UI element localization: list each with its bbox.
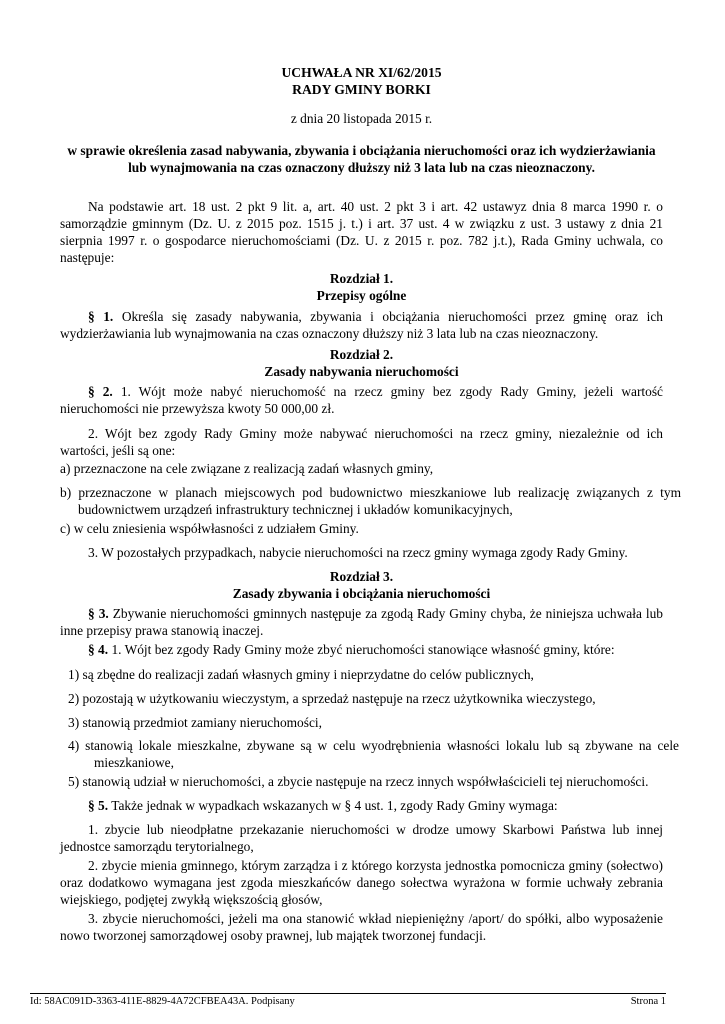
paragraph-2-section-2: 2. Wójt bez zgody Rady Gminy może nabywać nieruchomości na rzecz gminy, niezależnie od ich wartości, jeśli są one: bbox=[60, 426, 663, 458]
resolution-date: z dnia 20 listopada 2015 r. bbox=[290, 111, 433, 126]
paragraph-3-mark: § 3. bbox=[88, 606, 109, 621]
paragraph-1-mark: § 1. bbox=[88, 309, 114, 324]
subject-line-2: lub wynajmowania na czas oznaczony dłuższy niż 3 lata lub na czas nieoznaczony. bbox=[128, 160, 595, 175]
document-page bbox=[60, 0, 681, 1024]
title-number: UCHWAŁA NR XI/62/2015 bbox=[281, 65, 442, 80]
chapter-1-label: Rozdział 1. bbox=[329, 271, 394, 286]
title-council: RADY GMINY BORKI bbox=[292, 82, 431, 97]
paragraph-4-mark: § 4. bbox=[88, 642, 109, 657]
chapter-1-heading bbox=[60, 270, 663, 304]
paragraph-5-point-3: 3. zbycie nieruchomości, jeżeli ma ona stanowić wkład niepieniężny /aport/ do spółki, albo wyposażenie nowo tworzonej samorządowej osoby prawnej, lub majątek tworzonej fundacji. bbox=[60, 911, 663, 943]
resolution-title bbox=[60, 64, 663, 98]
paragraph-5-text: Także jednak w wypadkach wskazanych w § 4 ust. 1, zgody Rady Gminy wymaga: bbox=[108, 798, 558, 813]
chapter-1-title: Przepisy ogólne bbox=[316, 288, 407, 303]
list-item-2: 2) pozostają w użytkowaniu wieczystym, a sprzedaż następuje na rzecz użytkownika wieczystego, bbox=[68, 691, 596, 706]
document-id: Id: 58AC091D-3363-411E-8829-4A72CFBEA43A. Podpisany bbox=[30, 996, 295, 1007]
list-item-c: c) w celu zniesienia współwłasności z udziałem Gminy. bbox=[60, 521, 359, 536]
preamble: Na podstawie art. 18 ust. 2 pkt 9 lit. a, art. 40 ust. 2 pkt 3 i art. 42 ustawyz dnia 8 marca 1990 r. o samorządzie gminnym (Dz. U. z 2015 poz. 1515 j. t.) i art. 37 ust. 4 w związku z ust. 3 ustawy z dnia 21 sierpnia 1997 r. o gospodarce nieruchomościami (Dz. U. z 2015 r. poz. 782 j.t.), Rada Gminy uchwala, co następuje: bbox=[60, 199, 663, 265]
subject-line-1: w sprawie określenia zasad nabywania, zbywania i obciążania nieruchomości oraz ich wydzierżawiania bbox=[67, 143, 656, 158]
paragraph-2-section-3: 3. W pozostałych przypadkach, nabycie nieruchomości na rzecz gminy wymaga zgody Rady Gminy. bbox=[88, 545, 628, 560]
chapter-3-label: Rozdział 3. bbox=[329, 569, 394, 584]
paragraph-4-text: 1. Wójt bez zgody Rady Gminy może zbyć nieruchomości stanowiące własność gminy, które: bbox=[108, 642, 615, 657]
list-item-a: a) przeznaczone na cele związane z realizacją zadań własnych gminy, bbox=[60, 461, 434, 476]
paragraph-2-mark: § 2. bbox=[88, 384, 113, 399]
paragraph-5-point-2: 2. zbycie mienia gminnego, którym zarządza i z którego korzysta jednostka pomocnicza gminy (sołectwo) oraz dodatkowo wymagana jest zgoda mieszkańców danego sołectwa wyrażona w formie uchwały zebrania wiejskiego, podjętej zwykłą większością głosów, bbox=[60, 858, 663, 907]
chapter-3-heading bbox=[60, 568, 663, 602]
paragraph-2-text: 1. Wójt może nabyć nieruchomość na rzecz gminy bez zgody Rady Gminy, jeżeli wartość nieruchomości nie przewyższa kwoty 50 000,00 zł. bbox=[60, 384, 663, 416]
chapter-3-title: Zasady zbywania i obciążania nieruchomości bbox=[232, 586, 491, 601]
chapter-2-heading bbox=[60, 346, 663, 380]
resolution-subject bbox=[60, 142, 663, 176]
list-item-4: 4) stanowią lokale mieszkalne, zbywane są w celu wyodrębnienia własności lokalu lub są zbywane na cele mieszkaniowe, bbox=[68, 738, 679, 770]
paragraph-2 bbox=[60, 383, 663, 417]
paragraph-1-text: Określa się zasady nabywania, zbywania i obciążania nieruchomości przez gminę oraz ich wydzierżawiania lub wynajmowania na czas oznaczony dłuższy niż 3 lata lub na czas nieoznaczony. bbox=[60, 309, 663, 341]
paragraph-5-mark: § 5. bbox=[88, 798, 109, 813]
page-number: Strona 1 bbox=[630, 996, 666, 1007]
paragraph-3 bbox=[60, 605, 663, 639]
list-item-3: 3) stanowią przedmiot zamiany nieruchomości, bbox=[68, 715, 322, 730]
chapter-2-label: Rozdział 2. bbox=[329, 347, 394, 362]
paragraph-3-text: Zbywanie nieruchomości gminnych następuje za zgodą Rady Gminy chyba, że niniejsza uchwała lub inne przepisy prawa stanowią inaczej. bbox=[60, 606, 663, 638]
list-item-5: 5) stanowią udział w nieruchomości, a zbycie następuje na rzecz innych współwłaścicieli tej nieruchomości. bbox=[68, 774, 649, 789]
paragraph-5 bbox=[60, 797, 663, 814]
paragraph-5-point-1: 1. zbycie lub nieodpłatne przekazanie nieruchomości w drodze umowy Skarbowi Państwa lub innej jednostce samorządu terytorialnego, bbox=[60, 822, 663, 854]
list-item-1: 1) są zbędne do realizacji zadań własnych gminy i nieprzydatne do celów publicznych, bbox=[68, 667, 534, 682]
list-item-b: b) przeznaczone w planach miejscowych pod budownictwo mieszkaniowe lub realizację związanych z tym budownictwem urządzeń infrastruktury technicznej i układów komunikacyjnych, bbox=[60, 485, 681, 517]
paragraph-4 bbox=[60, 641, 663, 658]
paragraph-1 bbox=[60, 308, 663, 342]
chapter-2-title: Zasady nabywania nieruchomości bbox=[264, 364, 459, 379]
footer-divider bbox=[30, 993, 666, 994]
